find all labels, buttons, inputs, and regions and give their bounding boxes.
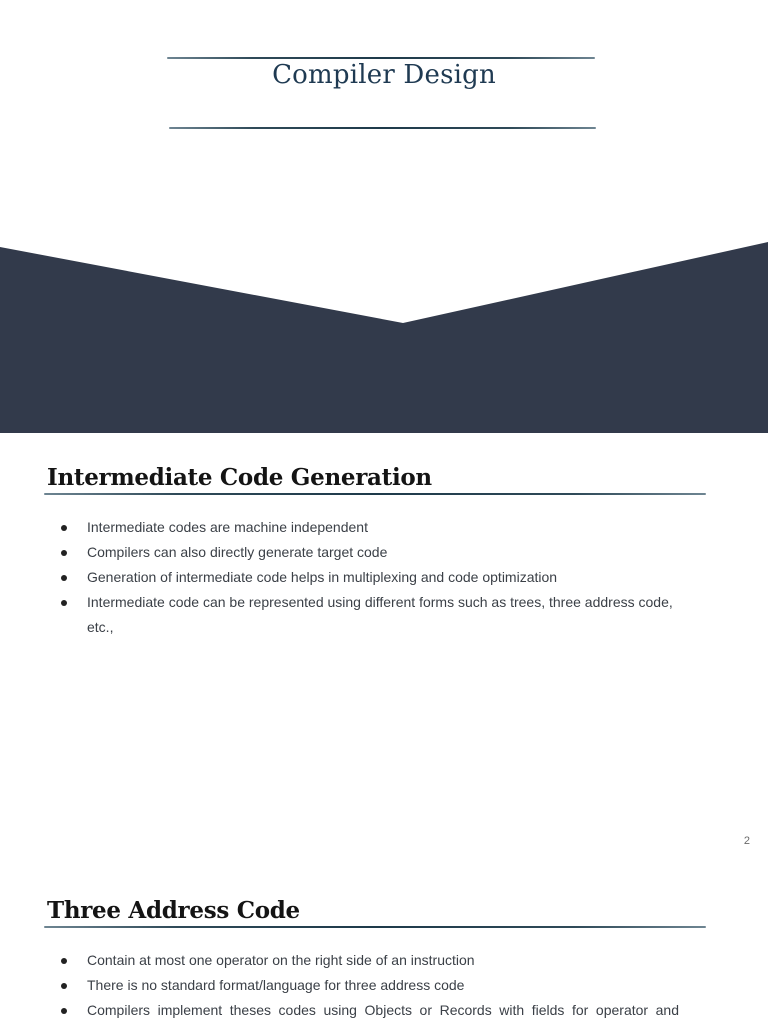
cover-banner [0, 240, 768, 433]
list-item: Compilers can also directly generate target code [87, 540, 679, 565]
section-rule-three-address-code [44, 926, 706, 928]
bullet-list-three-address-code [87, 948, 679, 1023]
list-item: Compilers implement theses codes using Objects or Records with fields for operator and [87, 998, 679, 1023]
list-item: Intermediate codes are machine independent [87, 515, 679, 540]
list-item: Intermediate code can be represented using different forms such as trees, three address code, etc., [87, 590, 679, 640]
section-heading-intermediate-code: Intermediate Code Generation [47, 464, 432, 491]
bullet-list-intermediate-code [87, 515, 679, 640]
title-rule-bottom [169, 127, 596, 129]
list-item: Contain at most one operator on the right side of an instruction [87, 948, 679, 973]
cover-banner-shape [0, 242, 768, 433]
page-number: 2 [743, 835, 750, 847]
list-item: There is no standard format/language for three address code [87, 973, 679, 998]
title-rule-top [167, 57, 595, 59]
page-title: Compiler Design [272, 60, 496, 90]
section-heading-three-address-code: Three Address Code [47, 897, 300, 924]
section-rule-intermediate-code [44, 493, 706, 495]
list-item: Generation of intermediate code helps in multiplexing and code optimization [87, 565, 679, 590]
